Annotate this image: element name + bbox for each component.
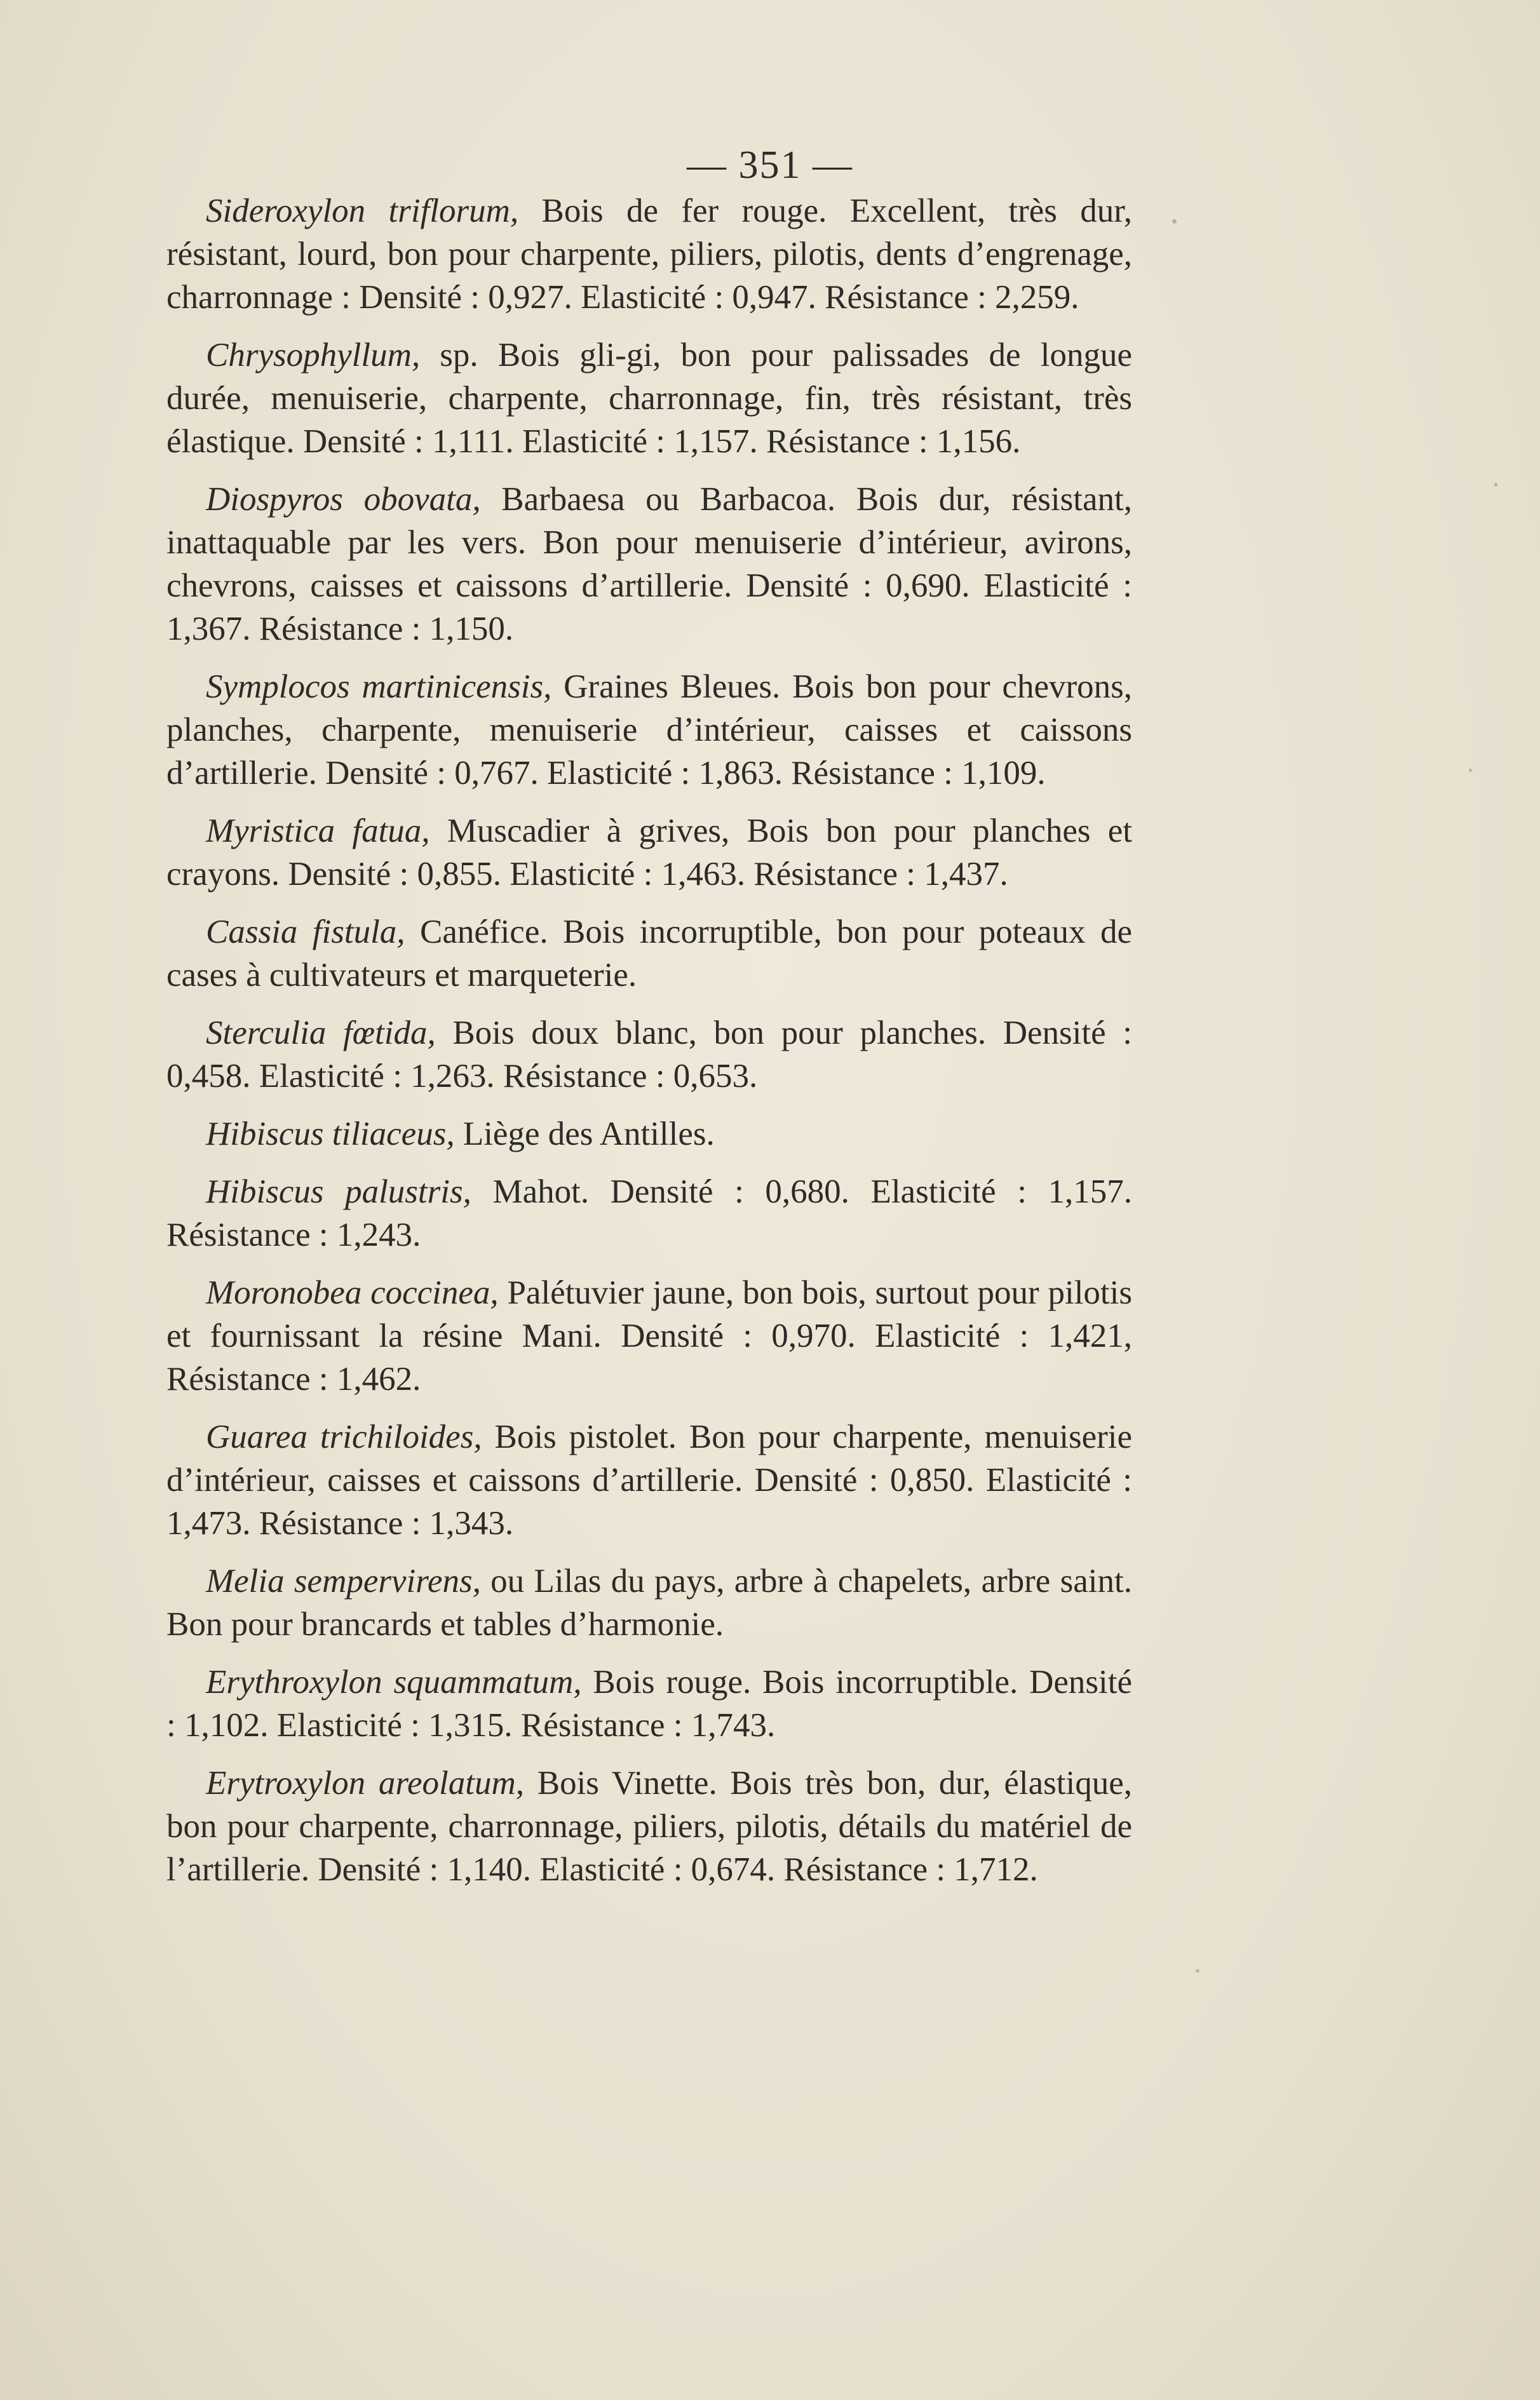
entry-species-name: Sideroxylon triflorum,: [206, 192, 519, 229]
paper-speck: [1494, 483, 1497, 487]
entry-erytroxylon-areolatum: [166, 1762, 1132, 1891]
entry-hibiscus-tiliaceus: [166, 1112, 1132, 1156]
entry-chrysophyllum: [166, 334, 1132, 463]
entry-description: Liège des Antilles.: [454, 1116, 715, 1152]
entry-diospyros: [166, 478, 1132, 651]
entry-sideroxylon: [166, 189, 1132, 319]
entry-sterculia: [166, 1011, 1132, 1098]
entry-species-name: Cassia fistula,: [206, 913, 405, 950]
entry-moronobea: [166, 1271, 1132, 1401]
entry-cassia: [166, 910, 1132, 997]
entry-description: Bois pistolet. Bon pour charpente, menuiserie d’intérieur, caisses et caissons d’artillerie. Densité : 0,850. Elasticité : 1,473. Résistance : 1,343.: [166, 1419, 1132, 1542]
entry-description: Muscadier à grives, Bois bon pour planches et crayons. Densité : 0,855. Elasticité : 1,463. Résistance : 1,437.: [166, 812, 1132, 893]
entry-description: Bois Vinette. Bois très bon, dur, élastique, bon pour charpente, charronnage, piliers, pilotis, détails du matériel de l’artillerie. Densité : 1,140. Elasticité : 0,674. Résistance : 1,712.: [166, 1765, 1132, 1888]
entry-melia: [166, 1560, 1132, 1646]
paper-speck: [1196, 1969, 1199, 1972]
entry-description: Graines Bleues. Bois bon pour chevrons, planches, charpente, menuiserie d’intérieur, caisses et caissons d’artillerie. Densité : 0,767. Elasticité : 1,863. Résistance : 1,109.: [166, 668, 1132, 792]
entry-guarea: [166, 1415, 1132, 1545]
entry-description: Bois de fer rouge. Excellent, très dur, résistant, lourd, bon pour charpente, piliers, pilotis, dents d’engrenage, charronnage : Densité : 0,927. Elasticité : 0,947. Résistance : 2,259.: [166, 192, 1132, 316]
entry-species-name: Hibiscus tiliaceus,: [206, 1116, 455, 1152]
entry-description: Barbaesa ou Barbacoa. Bois dur, résistant, inattaquable par les vers. Bon pour menuiserie d’intérieur, avirons, chevrons, caisses et caissons d’artillerie. Densité : 0,690. Elasticité : 1,367. Résistance : 1,150.: [166, 481, 1133, 647]
entry-species-name: Erytroxylon areolatum,: [206, 1765, 525, 1802]
entry-species-name: Melia sempervirens,: [206, 1563, 481, 1600]
entry-species-name: Symplocos martinicensis,: [206, 668, 552, 705]
entry-species-name: Hibiscus palustris,: [206, 1173, 471, 1210]
entry-species-name: Chrysophyllum,: [206, 337, 421, 374]
entry-description: Palétuvier jaune, bon bois, surtout pour pilotis et fournissant la résine Mani. Densité : 0,970. Elasticité : 1,421, Résistance : 1,462.: [166, 1274, 1132, 1398]
entry-myristica: [166, 809, 1132, 896]
entry-description: sp. Bois gli-gi, bon pour palissades de longue durée, menuiserie, charpente, charronnage, fin, très résistant, très élastique. Densité : 1,111. Elasticité : 1,157. Résistance : 1,156.: [166, 337, 1132, 460]
entry-species-name: Guarea trichiloides,: [206, 1419, 482, 1455]
entry-erythroxylon-squammatum: [166, 1661, 1132, 1747]
entry-description: Bois rouge. Bois incorruptible. Densité : 1,102. Elasticité : 1,315. Résistance : 1,743.: [166, 1664, 1132, 1744]
page-number: — 351 —: [687, 144, 853, 187]
entry-description: Canéfice. Bois incorruptible, bon pour poteaux de cases à cultivateurs et marqueterie.: [166, 913, 1132, 994]
entry-species-name: Erythroxylon squammatum,: [206, 1664, 582, 1701]
paper-speck: [1172, 219, 1177, 224]
entry-list: [166, 189, 1132, 1906]
entry-species-name: Diospyros obovata,: [206, 481, 481, 518]
entry-symplocos: [166, 665, 1132, 795]
entry-description: Bois doux blanc, bon pour planches. Densité : 0,458. Elasticité : 1,263. Résistance : 0,653.: [166, 1015, 1132, 1095]
entry-species-name: Sterculia fœtida,: [206, 1015, 436, 1051]
paper-speck: [1469, 769, 1472, 772]
entry-description: ou Lilas du pays, arbre à chapelets, arbre saint. Bon pour brancards et tables d’harmonie.: [166, 1563, 1132, 1643]
entry-species-name: Myristica fatua,: [206, 812, 430, 849]
entry-description: Mahot. Densité : 0,680. Elasticité : 1,157. Résistance : 1,243.: [166, 1173, 1132, 1253]
entry-hibiscus-palustris: [166, 1170, 1132, 1257]
entry-species-name: Moronobea coccinea,: [206, 1274, 499, 1311]
